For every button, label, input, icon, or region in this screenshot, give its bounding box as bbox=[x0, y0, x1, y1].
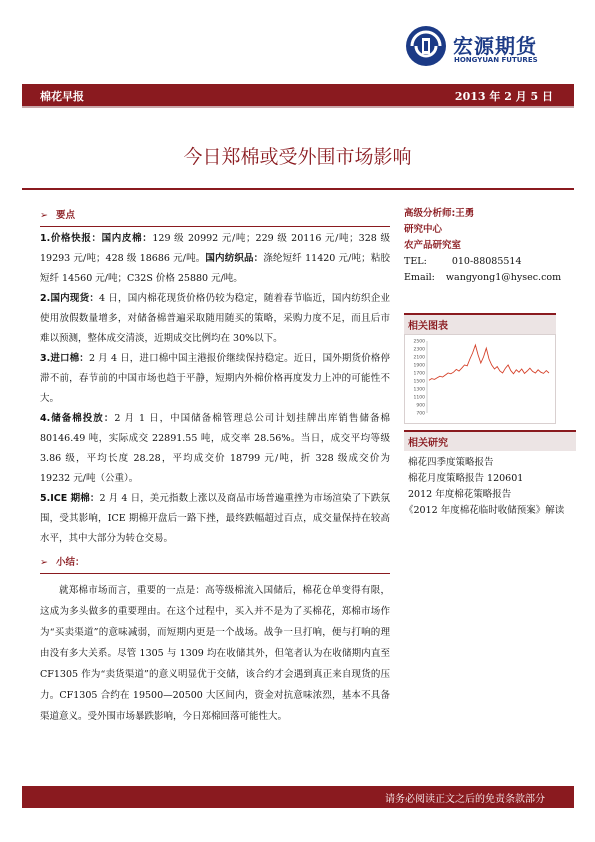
arrow-bullet-icon: ➢ bbox=[40, 210, 48, 221]
y-tick-label: 1100 bbox=[413, 395, 425, 401]
tel-row bbox=[404, 254, 576, 270]
key-point-text: 2 月 4 日，进口棉中国主港报价继续保持稳定。近日，国外期货价格停滞不前，春节前的中国市场也趋于平静，短期内外棉价格再度发力上冲的可能性不大。 bbox=[40, 353, 390, 404]
email-link[interactable]: wangyong1@hysec.com bbox=[445, 272, 562, 283]
research-list bbox=[404, 455, 576, 519]
key-points-list bbox=[40, 229, 390, 549]
brand-logo bbox=[404, 24, 580, 72]
key-point-label: 4.储备棉投放： bbox=[40, 413, 115, 424]
y-tick-label: 900 bbox=[416, 403, 425, 409]
key-point-text: 涤纶短纤 11420 元/吨；粘胶短纤 14560 元/吨；C32S 价格 25880 元/吨。 bbox=[40, 253, 390, 284]
department: 研究中心 bbox=[404, 224, 443, 235]
research-item[interactable]: 《2012 年度棉花临时收储预案》解读 bbox=[404, 505, 565, 516]
y-tick-label: 2500 bbox=[413, 339, 425, 345]
key-point-item bbox=[40, 289, 390, 349]
email-row bbox=[404, 270, 576, 286]
brand-emblem-icon bbox=[404, 24, 448, 68]
section-divider bbox=[40, 573, 390, 574]
brand-name-en: HONGYUAN FUTURES bbox=[454, 56, 538, 64]
header-band-rule bbox=[22, 106, 574, 108]
tel-value: 010-88085514 bbox=[451, 256, 522, 267]
key-point-label: 2.国内现货： bbox=[40, 293, 100, 304]
key-point-text: 2 月 1 日，中国储备棉管理总公司计划挂牌出库销售储备棉 80146.49 吨，实际成交 22891.55 吨，成交率 28.56%。当日，成交平均等级 3.86 级，平均长度 28.28，平均成交价 18799 元/吨，折 328 级成交价为 19232 元/吨（公重）。 bbox=[40, 413, 390, 484]
key-point-item bbox=[40, 489, 390, 549]
key-point-text: 2 月 4 日，美元指数上涨以及商品市场普遍重挫为市场渲染了下跌氛围，受其影响，ICE 期棉开盘后一路下挫，最终跌幅超过百点，成交量保持在较高水平，其中大部分为转仓交易。 bbox=[40, 493, 390, 544]
key-point-text: 129 级 20992 元/吨；229 级 20116 元/吨；328 级 19293 元/吨；428 级 18686 元/吨。 bbox=[40, 233, 390, 264]
key-point-item bbox=[40, 409, 390, 489]
tel-label: TEL: bbox=[404, 256, 427, 267]
chart-heading: 相关图表 bbox=[404, 313, 556, 334]
key-point-item bbox=[40, 229, 390, 289]
summary-heading: ➢ 小结： bbox=[40, 557, 85, 568]
sub-department: 农产品研究室 bbox=[404, 240, 462, 251]
research-item[interactable]: 棉花四季度策略报告 bbox=[408, 457, 494, 468]
key-point-sublabel: 国内皮棉： bbox=[101, 233, 153, 244]
y-tick-label: 700 bbox=[416, 411, 425, 417]
series-line bbox=[429, 345, 549, 380]
y-tick-label: 2100 bbox=[413, 355, 425, 361]
research-heading: 相关研究 bbox=[404, 430, 576, 451]
arrow-bullet-icon: ➢ bbox=[40, 557, 48, 568]
key-point-label: 5.ICE 期棉： bbox=[40, 493, 100, 504]
chart-frame bbox=[404, 334, 556, 424]
research-item[interactable]: 棉花月度策略报告 120601 bbox=[408, 473, 524, 484]
email-label: Email: bbox=[404, 272, 435, 283]
report-section: 棉花早报 bbox=[40, 90, 84, 103]
related-chart-box bbox=[404, 313, 556, 424]
key-points-heading: ➢ 要点 bbox=[40, 210, 75, 221]
y-tick-label: 1900 bbox=[413, 363, 425, 369]
research-item[interactable]: 2012 年度棉花策略报告 bbox=[408, 489, 512, 500]
page-title: 今日郑棉或受外围市场影响 bbox=[183, 146, 412, 168]
report-date: 2013 年 2 月 5 日 bbox=[454, 90, 553, 103]
key-point-text: 4 日，国内棉花现货价格仍较为稳定，随着春节临近，国内纺织企业使用放假数量增多，对储备棉普遍采取随用随买的策略，采购力度不足，而且后市难以预测，整体成交清淡，近期成交比例均在 30%以下。 bbox=[40, 293, 390, 344]
price-line-chart bbox=[405, 335, 555, 421]
main-content bbox=[40, 206, 390, 727]
key-point-label: 1.价格快报： bbox=[40, 233, 102, 244]
brand-name-cn: 宏源期货 bbox=[453, 34, 537, 58]
title-divider bbox=[22, 188, 574, 190]
y-tick-label: 1700 bbox=[413, 371, 425, 377]
key-point-sublabel: 国内纺织品： bbox=[205, 253, 264, 264]
sidebar-contact bbox=[404, 206, 576, 286]
key-point-item bbox=[40, 349, 390, 409]
section-divider bbox=[40, 226, 390, 227]
analyst-name: 高级分析师:王勇 bbox=[404, 208, 475, 219]
disclaimer-note: 请务必阅读正文之后的免责条款部分 bbox=[385, 794, 545, 805]
y-tick-label: 1500 bbox=[413, 379, 425, 385]
key-point-label: 3.进口棉： bbox=[40, 353, 89, 364]
y-tick-label: 2300 bbox=[413, 347, 425, 353]
summary-text: 就郑棉市场而言，重要的一点是：高等级棉流入国储后，棉花仓单变得有限，这成为多头做多的重要理由。在这个过程中，买入并不是为了买棉花，郑棉市场作为“买卖渠道”的意味减弱，而短期内更是一个战场。战争一旦打响，便与打响的理由没有多大关系。尽管 1305 与 1309 均在收储其外，但笔者认为在收储期内直至 CF1305 作为“卖货渠道”的意义明显优于交储，该合约才会遇到真正来自现货的压力。CF1305 合约在 19500—20500 大区间内，资金对抗意味浓烈，基本不具备渠道意义。受外围市场暴跌影响，今日郑棉回落可能性大。 bbox=[40, 585, 390, 722]
related-research-box bbox=[404, 430, 576, 519]
y-tick-label: 1300 bbox=[413, 387, 425, 393]
